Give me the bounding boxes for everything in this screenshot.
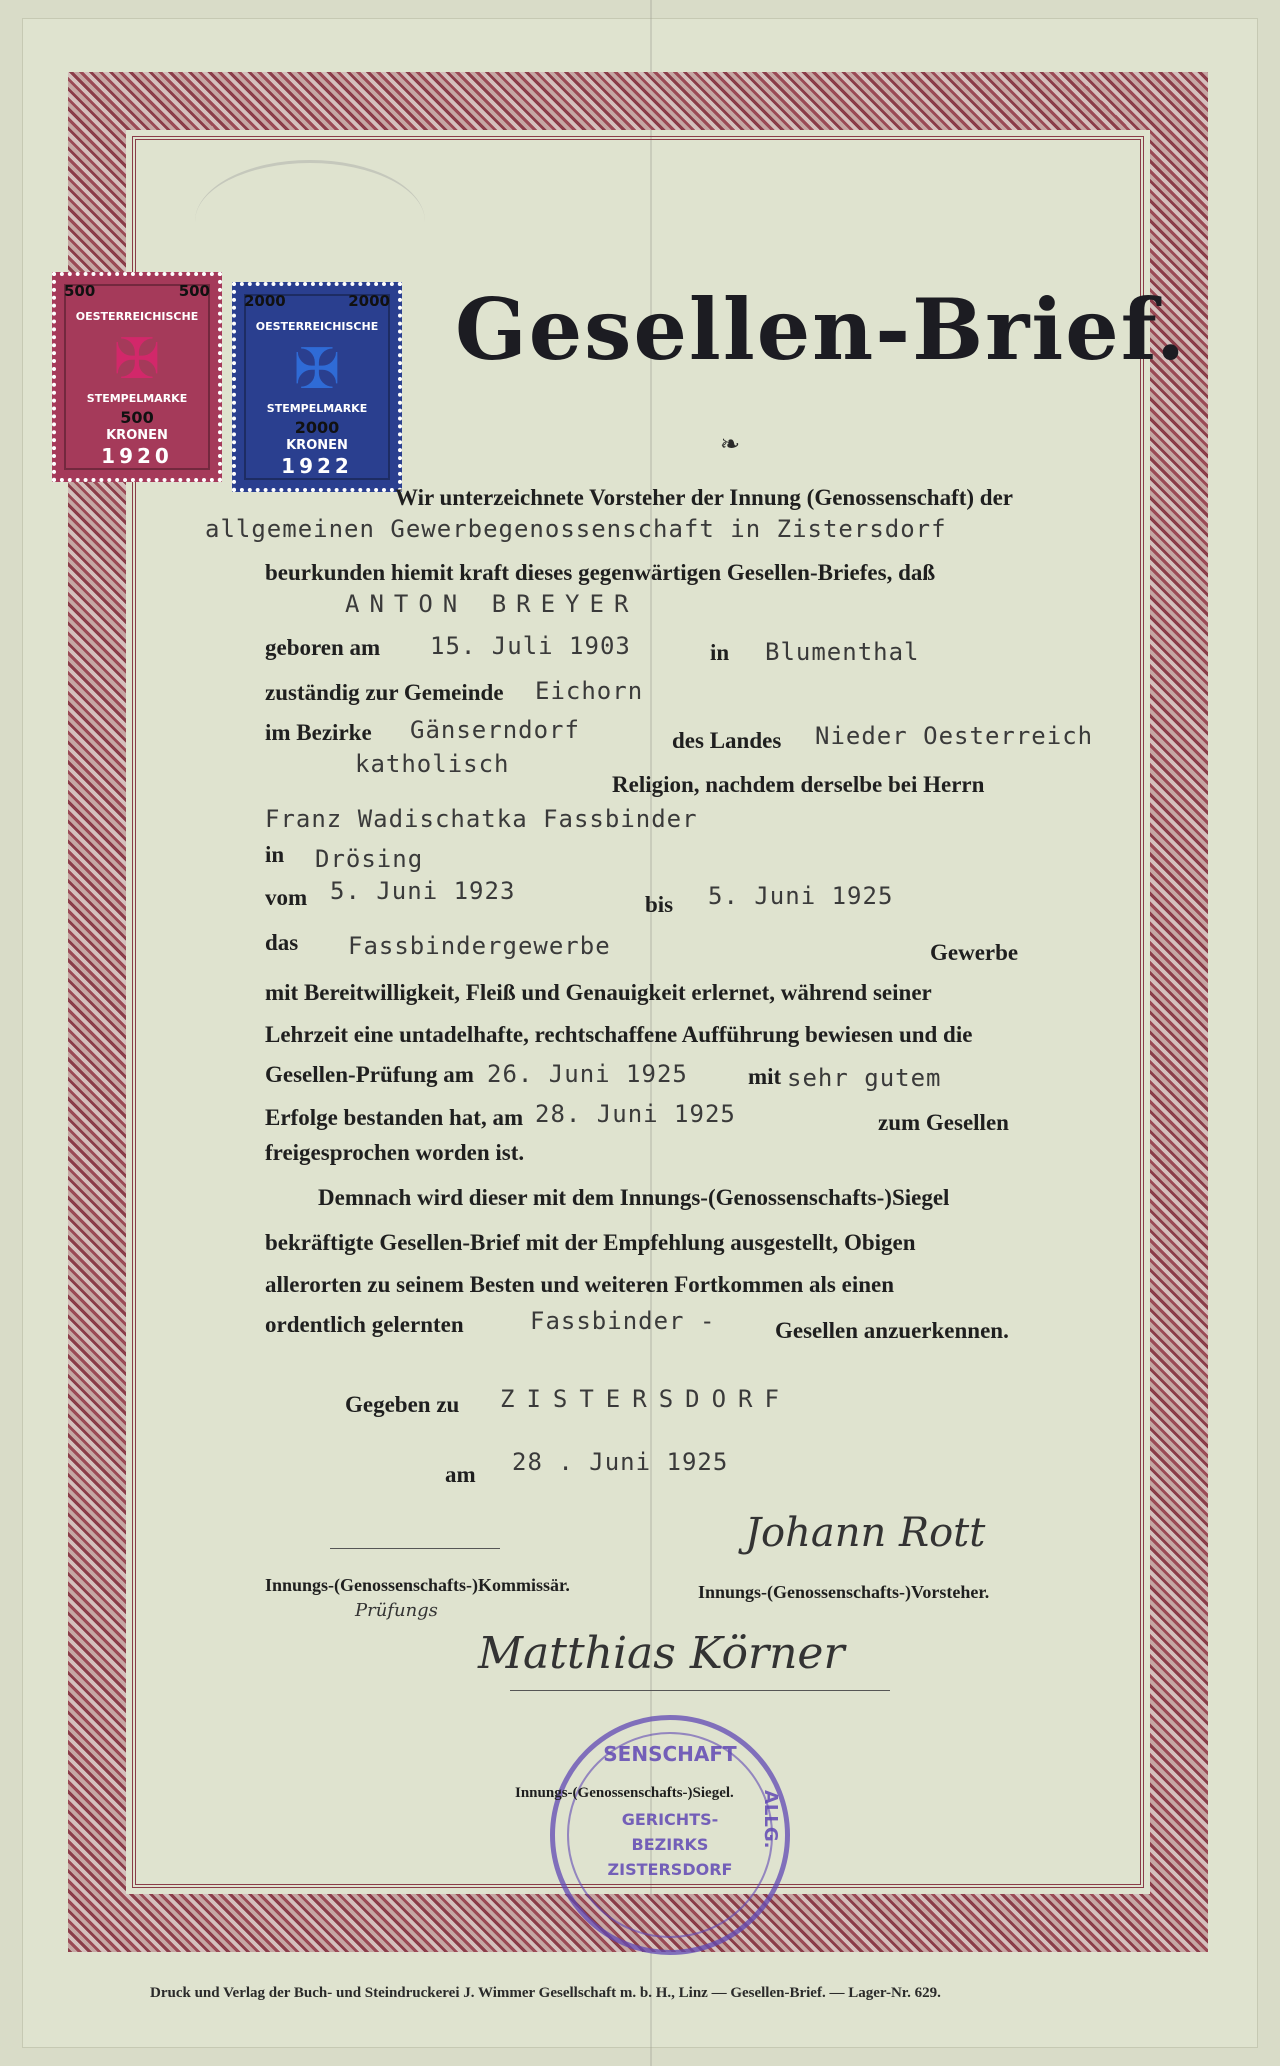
vom-label: vom — [265, 885, 308, 910]
demnach-line-4-end: Gesellen anzuerkennen. — [775, 1318, 1009, 1343]
pruefung-date: 26. Juni 1925 — [487, 1060, 688, 1088]
eagle-icon: ✠ — [293, 337, 341, 402]
mit-label: mit — [748, 1064, 782, 1089]
born-place: Blumenthal — [765, 638, 920, 666]
master-in-label: in — [265, 842, 285, 867]
printer-footer: Druck und Verlag der Buch- und Steindruckerei J. Wimmer Gesellschaft m. b. H., Linz — Gesellen-Brief. — Lager-Nr. 629. — [150, 1985, 941, 2001]
stamp-2000-kronen: 2000 2000 OESTERREICHISCHE ✠ STEMPELMARKE 2000 KRONEN 1922 — [232, 282, 402, 492]
gemeinde-fill: Eichorn — [535, 677, 644, 705]
guild-name-fill: allgemeinen Gewerbegenossenschaft in Zistersdorf — [205, 515, 947, 543]
freigesprochen-label: freigesprochen worden ist. — [265, 1140, 525, 1165]
demnach-line-3: allerorten zu seinem Besten und weiteren Fortkommen als einen — [265, 1272, 895, 1297]
apprentice-name: ANTON BREYER — [345, 590, 639, 618]
kommissaer-label: Innungs-(Genossenschafts-)Kommissär. — [265, 1575, 570, 1595]
intro-line-1: Wir unterzeichnete Vorsteher der Innung (Genossenschaft) der — [395, 485, 1014, 510]
freisprechung-date: 28. Juni 1925 — [535, 1100, 736, 1128]
born-in-label: in — [710, 640, 730, 665]
document-title: Gesellen-Brief. — [455, 280, 1188, 379]
body-line-lehrzeit: Lehrzeit eine untadelhafte, rechtschaffene Aufführung bewiesen und die — [265, 1022, 973, 1047]
demnach-line-1: Demnach wird dieser mit dem Innungs-(Genossenschafts-)Siegel — [318, 1185, 950, 1210]
intro-line-2: beurkunden hiemit kraft dieses gegenwärtigen Gesellen-Briefes, daß — [265, 560, 936, 585]
zum-gesellen-label: zum Gesellen — [878, 1110, 1009, 1135]
bottom-signature: Matthias Körner — [478, 1628, 845, 1679]
bottom-signature-line — [510, 1690, 890, 1691]
kommissaer-signature-line — [330, 1548, 500, 1549]
pruefung-label: Gesellen-Prüfung am — [265, 1062, 474, 1087]
born-label: geboren am — [265, 635, 381, 660]
bis-label: bis — [645, 892, 674, 917]
erfolg-label: Erfolge bestanden hat, am — [265, 1105, 524, 1130]
gemeinde-label: zuständig zur Gemeinde — [265, 680, 504, 705]
result-fill: sehr gutem — [787, 1064, 942, 1092]
given-place: ZISTERSDORF — [500, 1385, 791, 1413]
vorsteher-signature: Johann Rott — [745, 1510, 986, 1556]
religion-label: Religion, nachdem derselbe bei Herrn — [612, 772, 985, 797]
siegel-label: Innungs-(Genossenschafts-)Siegel. — [515, 1785, 734, 1801]
given-date: 28 . Juni 1925 — [512, 1448, 729, 1476]
born-date: 15. Juli 1903 — [430, 632, 631, 660]
gewerbe-fill: Fassbindergewerbe — [348, 932, 611, 960]
vom-date: 5. Juni 1923 — [330, 877, 516, 905]
religion-fill: katholisch — [355, 750, 510, 778]
demnach-line-4-label: ordentlich gelernten — [265, 1312, 464, 1337]
master-name: Franz Wadischatka Fassbinder — [265, 805, 698, 833]
gewerbe-label: Gewerbe — [930, 940, 1019, 965]
guild-seal: SENSCHAFT GERICHTS- BEZIRKS ZISTERSDORF ALLG. — [550, 1715, 790, 1955]
bezirk-fill: Gänserndorf — [410, 716, 580, 744]
master-place: Drösing — [315, 845, 424, 873]
bezirk-label: im Bezirke — [265, 720, 372, 745]
vorsteher-label: Innungs-(Genossenschafts-)Vorsteher. — [698, 1582, 990, 1602]
land-fill: Nieder Oesterreich — [815, 722, 1094, 750]
stamp-500-kronen: 500 500 OESTERREICHISCHE ✠ STEMPELMARKE 500 KRONEN 1920 — [52, 272, 222, 482]
trade-fill: Fassbinder - — [530, 1307, 716, 1335]
body-line-mit: mit Bereitwilligkeit, Fleiß und Genauigkeit erlernet, während seiner — [265, 980, 932, 1005]
ornament-icon: ❧ — [720, 430, 741, 458]
demnach-line-2: bekräftigte Gesellen-Brief mit der Empfehlung ausgestellt, Obigen — [265, 1230, 916, 1255]
faint-seal-imprint — [195, 160, 425, 283]
das-label: das — [265, 930, 299, 955]
eagle-icon: ✠ — [113, 327, 161, 392]
given-am-label: am — [445, 1462, 476, 1487]
given-at-label: Gegeben zu — [345, 1392, 460, 1417]
land-label: des Landes — [672, 728, 782, 753]
pruefungs-note: Prüfungs — [355, 1600, 438, 1621]
bis-date: 5. Juni 1925 — [708, 882, 894, 910]
